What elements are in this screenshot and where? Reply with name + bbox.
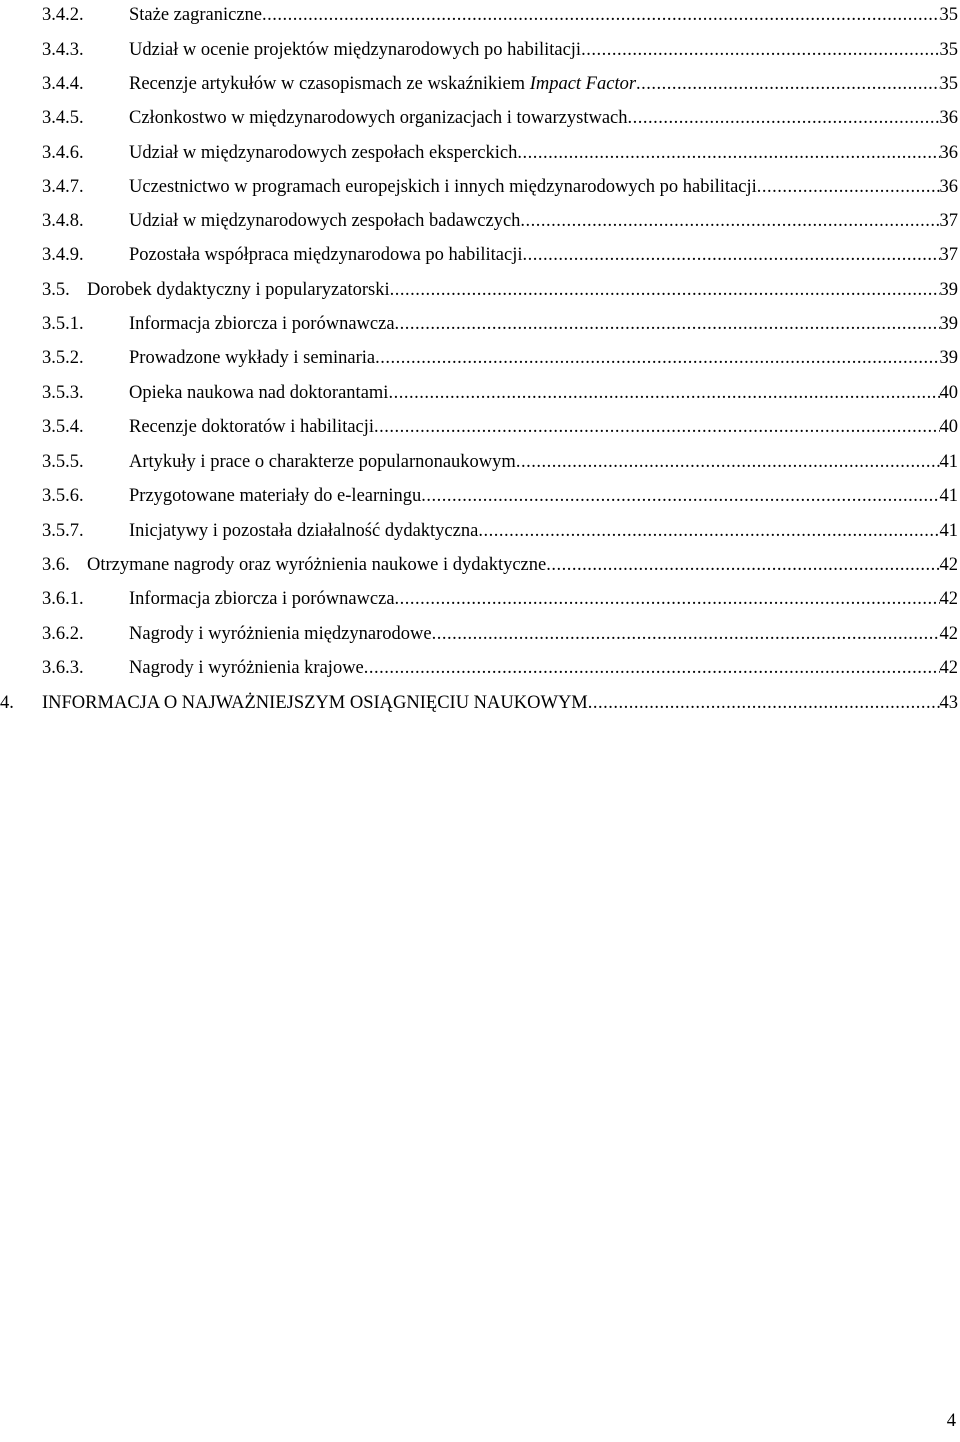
- toc-entry-body: [129, 35, 958, 65]
- toc-entry: [0, 103, 960, 133]
- toc-entry-leader: [421, 481, 939, 511]
- toc-entry-body: [129, 516, 958, 546]
- toc-entry-body: [129, 584, 958, 614]
- toc-entry: [0, 378, 960, 408]
- toc-entry-number: 3.5.6.: [42, 486, 84, 506]
- toc-entry-page: 40: [939, 383, 958, 403]
- toc-entry-title: [129, 309, 395, 339]
- toc-entry-title-text: Artykuły i prace o charakterze popularnonaukowym: [129, 452, 516, 472]
- toc-entry-title: [129, 619, 432, 649]
- toc-entry-title-text: Recenzje doktoratów i habilitacji: [129, 417, 375, 437]
- toc-entry-title-text: Opieka naukowa nad doktorantami: [129, 383, 389, 403]
- toc-entry-leader: [478, 516, 939, 546]
- toc-entry-body: [129, 447, 958, 477]
- toc-entry: [0, 550, 960, 580]
- toc-entry: [0, 481, 960, 511]
- toc-entry-page: 42: [939, 624, 958, 644]
- toc-entry: [0, 688, 960, 718]
- toc-entry-body: [129, 481, 958, 511]
- toc-entry: [0, 0, 960, 30]
- toc-entry-title-text: Przygotowane materiały do e-learningu: [129, 486, 422, 506]
- toc-entry-number: 3.5.: [42, 280, 70, 300]
- toc-entry: [0, 343, 960, 373]
- toc-entry-body: [129, 69, 958, 99]
- toc-entry-page: 35: [939, 74, 958, 94]
- toc-entry-title: [129, 653, 364, 683]
- toc-entry: [0, 206, 960, 236]
- toc-entry-title-text: INFORMACJA O NAJWAŻNIEJSZYM OSIĄGNIĘCIU NAUKOWYM: [42, 693, 588, 713]
- toc-entry-number: 3.4.5.: [42, 108, 84, 128]
- toc-entry-body: [129, 103, 958, 133]
- toc-entry-number: 3.4.8.: [42, 211, 84, 231]
- toc-entry-number: 3.4.3.: [42, 40, 84, 60]
- toc-entry-title: [129, 0, 262, 30]
- toc-entry-page: 35: [939, 40, 958, 60]
- toc-entry-number: 3.6.1.: [42, 589, 84, 609]
- toc-entry-number: 3.5.4.: [42, 417, 84, 437]
- toc-entry-leader: [388, 378, 939, 408]
- toc-entry-title: [129, 69, 636, 99]
- toc-entry-title-text: Uczestnictwo w programach europejskich i innych międzynarodowych po habilitacji: [129, 177, 757, 197]
- toc-entry-title: [129, 138, 517, 168]
- toc-entry: [0, 584, 960, 614]
- toc-entry-leader: [364, 653, 940, 683]
- toc-entry-title: [129, 172, 757, 202]
- toc-entry: [0, 69, 960, 99]
- toc-entry-title: [129, 343, 375, 373]
- toc-entry-title-text: Recenzje artykułów w czasopismach ze wskaźnikiem: [129, 74, 530, 94]
- toc-entry-number: 3.4.2.: [42, 5, 84, 25]
- toc-entry-title-text: Udział w międzynarodowych zespołach badawczych: [129, 211, 521, 231]
- toc-entry: [0, 275, 960, 305]
- toc-entry-body: [129, 0, 958, 30]
- toc-entry-page: 42: [939, 658, 958, 678]
- toc-entry-page: 41: [939, 521, 958, 541]
- toc-entry-leader: [757, 172, 940, 202]
- toc-entry-number: 3.5.3.: [42, 383, 84, 403]
- toc-entry-number: 4.: [0, 693, 14, 713]
- toc-entry-title: [129, 103, 628, 133]
- toc-entry-title: [129, 516, 478, 546]
- toc-entry-number: 3.6.2.: [42, 624, 84, 644]
- toc-entry: [0, 35, 960, 65]
- toc-entry: [0, 412, 960, 442]
- toc-entry-body: [42, 688, 958, 718]
- toc-entry-page: 43: [939, 693, 958, 713]
- toc-entry-body: [129, 309, 958, 339]
- toc-entry-title-text: Nagrody i wyróżnienia krajowe: [129, 658, 364, 678]
- toc-entry-number: 3.5.7.: [42, 521, 84, 541]
- toc-entry-title-italic: Impact Factor: [529, 74, 637, 94]
- toc-entry-number: 3.6.: [42, 555, 70, 575]
- toc-entry-body: [87, 275, 958, 305]
- toc-entry-body: [129, 343, 958, 373]
- toc-entry-page: 35: [939, 5, 958, 25]
- toc-entry: [0, 172, 960, 202]
- toc-entry-title-text: Prowadzone wykłady i seminaria: [129, 348, 376, 368]
- toc-entry-title: [129, 378, 388, 408]
- toc-entry-title-text: Udział w międzynarodowych zespołach eksperckich: [129, 143, 518, 163]
- toc-entry-number: 3.6.3.: [42, 658, 84, 678]
- toc-entry-title: [129, 240, 523, 270]
- toc-entry-title-text: Inicjatywy i pozostała działalność dydaktyczna: [129, 521, 479, 541]
- toc-entry-number: 3.4.7.: [42, 177, 84, 197]
- toc-entry-leader: [262, 0, 939, 30]
- toc-entry-leader: [395, 584, 940, 614]
- toc-entry-title-text: Otrzymane nagrody oraz wyróżnienia naukowe i dydaktyczne: [87, 555, 547, 575]
- toc-entry-leader: [636, 69, 939, 99]
- toc-entry-title: [129, 584, 395, 614]
- toc-entry: [0, 619, 960, 649]
- toc-entry-page: 41: [939, 486, 958, 506]
- toc-entry-number: 3.4.6.: [42, 143, 84, 163]
- toc-entry-leader: [374, 412, 939, 442]
- toc-entry-leader: [390, 275, 940, 305]
- page-number: 4: [946, 1411, 956, 1431]
- toc-entry-number: 3.5.5.: [42, 452, 84, 472]
- toc-entry-number: 3.5.2.: [42, 348, 84, 368]
- toc-entry-leader: [432, 619, 940, 649]
- toc-entry-page: 39: [939, 314, 958, 334]
- toc-entry-number: 3.4.4.: [42, 74, 84, 94]
- toc-entry-page: 40: [939, 417, 958, 437]
- toc-entry-page: 36: [939, 143, 958, 163]
- toc-entry-title-text: Staże zagraniczne: [129, 5, 263, 25]
- toc-entry-leader: [520, 206, 939, 236]
- toc-entry-body: [129, 240, 958, 270]
- toc-entry-body: [129, 619, 958, 649]
- toc-entry-page: 36: [939, 177, 958, 197]
- toc-entry-leader: [375, 343, 939, 373]
- toc-entry-title: [87, 275, 390, 305]
- toc-entry-number: 3.5.1.: [42, 314, 84, 334]
- toc-entry: [0, 516, 960, 546]
- toc-entry-leader: [517, 138, 939, 168]
- toc-entry-leader: [395, 309, 940, 339]
- toc-entry-body: [87, 550, 958, 580]
- toc-entry: [0, 138, 960, 168]
- toc-entry-page: 42: [939, 589, 958, 609]
- toc-entry-page: 39: [939, 348, 958, 368]
- toc-entry-title: [129, 35, 581, 65]
- toc-entry-body: [129, 412, 958, 442]
- toc-entry-leader: [523, 240, 940, 270]
- toc-entry-title: [129, 206, 520, 236]
- toc-entry-page: 41: [939, 452, 958, 472]
- toc-entry-title-text: Dorobek dydaktyczny i popularyzatorski: [87, 280, 390, 300]
- toc-entry-page: 42: [939, 555, 958, 575]
- toc-entry-leader: [516, 447, 940, 477]
- toc-entry-leader: [581, 35, 939, 65]
- toc-entry-page: 36: [939, 108, 958, 128]
- toc-entry-title: [87, 550, 546, 580]
- toc-entry: [0, 309, 960, 339]
- toc-entry-body: [129, 172, 958, 202]
- toc-entry: [0, 447, 960, 477]
- toc-entry-title: [129, 412, 374, 442]
- toc-entry-title: [129, 447, 516, 477]
- toc-entry: [0, 653, 960, 683]
- toc-entry-body: [129, 206, 958, 236]
- toc-entry-page: 37: [939, 245, 958, 265]
- toc-entry-title-text: Członkostwo w międzynarodowych organizacjach i towarzystwach: [129, 108, 628, 128]
- toc-entry-leader: [588, 688, 940, 718]
- toc-entry-title-text: Pozostała współpraca międzynarodowa po habilitacji: [129, 245, 523, 265]
- toc-entry: [0, 240, 960, 270]
- toc-entry-title-text: Udział w ocenie projektów międzynarodowych po habilitacji: [129, 40, 582, 60]
- toc-entry-leader: [546, 550, 939, 580]
- toc-entry-title-text: Informacja zbiorcza i porównawcza: [129, 589, 395, 609]
- toc-entry-title: [129, 481, 421, 511]
- toc-entry-body: [129, 653, 958, 683]
- toc-entry-page: 39: [939, 280, 958, 300]
- toc-entry-body: [129, 138, 958, 168]
- toc-entry-title: [42, 688, 588, 718]
- toc-entry-leader: [628, 103, 940, 133]
- toc-entry-title-text: Informacja zbiorcza i porównawcza: [129, 314, 395, 334]
- toc-entry-number: 3.4.9.: [42, 245, 84, 265]
- toc-entry-page: 37: [939, 211, 958, 231]
- toc-entry-title-text: Nagrody i wyróżnienia międzynarodowe: [129, 624, 432, 644]
- toc-entry-body: [129, 378, 958, 408]
